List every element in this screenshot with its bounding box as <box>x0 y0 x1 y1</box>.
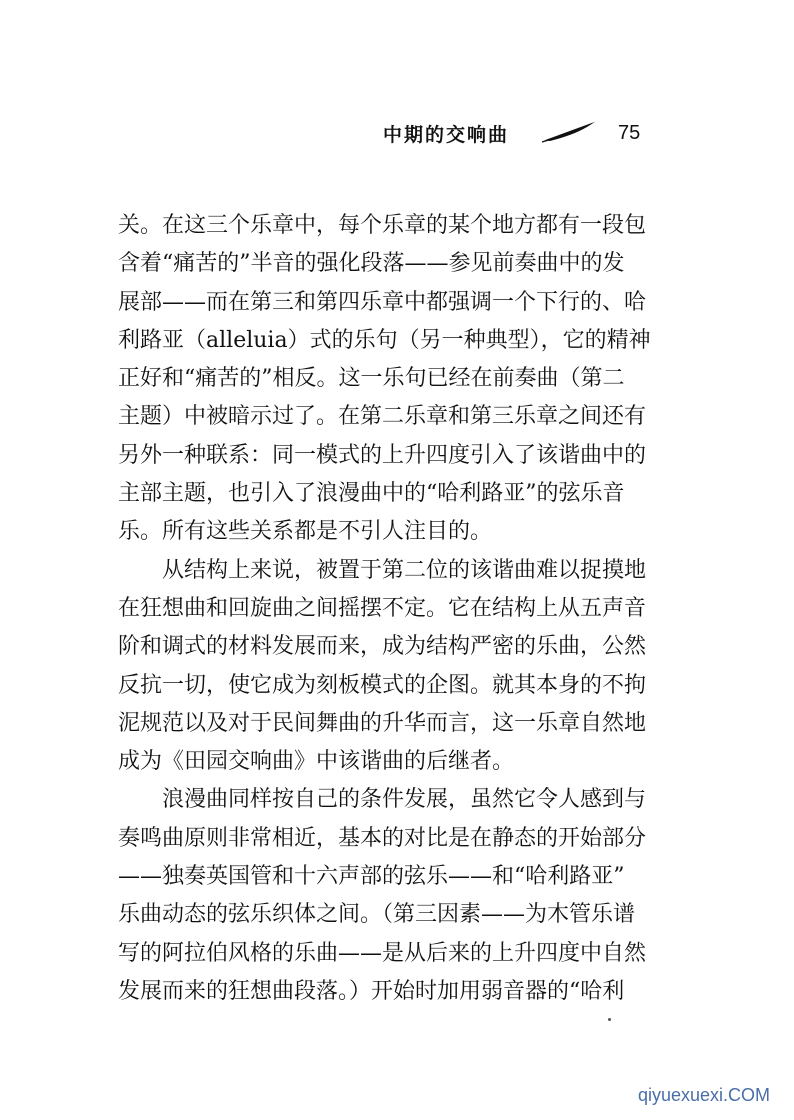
header-title: 中期的交响曲 <box>383 124 510 146</box>
text-line: 乐。所有这些关系都是不引人注目的。 <box>118 519 493 545</box>
text-line: 正好和“痛苦的”相反。这一乐句已经在前奏曲（第二 <box>118 366 625 392</box>
text-line: 成为《田园交响曲》中该谐曲的后继者。 <box>118 749 515 775</box>
text-line: 泥规范以及对于民间舞曲的升华而言，这一乐章自然地 <box>118 710 647 736</box>
paragraph <box>118 781 678 1011</box>
page-number: 75 <box>618 122 641 144</box>
text-line: ——独奏英国管和十六声部的弦乐——和“哈利路亚” <box>118 864 625 890</box>
quill-feather-icon <box>540 118 600 144</box>
text-line: 奏鸣曲原则非常相近，基本的对比是在静态的开始部分 <box>118 825 647 851</box>
text-line: 在狂想曲和回旋曲之间摇摆不定。它在结构上从五声音 <box>118 595 647 621</box>
text-line: 展部——而在第三和第四乐章中都强调一个下行的、哈 <box>118 289 647 315</box>
text-line: 写的阿拉伯风格的乐曲——是从后来的上升四度中自然 <box>118 940 647 966</box>
paragraph <box>118 207 678 552</box>
body-text <box>118 207 678 1011</box>
text-line: 发展而来的狂想曲段落。）开始时加用弱音器的“哈利 <box>118 978 625 1004</box>
text-line: 关。在这三个乐章中，每个乐章的某个地方都有一段包 <box>118 213 647 238</box>
paragraph <box>118 552 678 782</box>
text-line: 乐曲动态的弦乐织体之间。（第三因素——为木管乐谱 <box>118 902 636 928</box>
text-line: 从结构上来说，被置于第二位的该谐曲难以捉摸地 <box>162 557 647 583</box>
text-line: 利路亚（alleluia）式的乐句（另一种典型），它的精神 <box>118 327 651 353</box>
scan-speck <box>608 1018 611 1021</box>
text-line: 阶和调式的材料发展而来，成为结构严密的乐曲，公然 <box>118 634 647 660</box>
text-line: 含着“痛苦的”半音的强化段落——参见前奏曲中的发 <box>118 251 625 277</box>
text-line: 主部主题，也引入了浪漫曲中的“哈利路亚”的弦乐音 <box>118 481 625 507</box>
text-line: 主题）中被暗示过了。在第二乐章和第三乐章之间还有 <box>118 404 647 430</box>
text-line: 浪漫曲同样按自己的条件发展，虽然它令人感到与 <box>162 787 647 813</box>
text-line: 反抗一切，使它成为刻板模式的企图。就其本身的不拘 <box>118 672 647 698</box>
watermark: qiyuexuexi.COM <box>637 1085 770 1105</box>
text-line: 另外一种联系：同一模式的上升四度引入了该谐曲中的 <box>118 442 647 468</box>
